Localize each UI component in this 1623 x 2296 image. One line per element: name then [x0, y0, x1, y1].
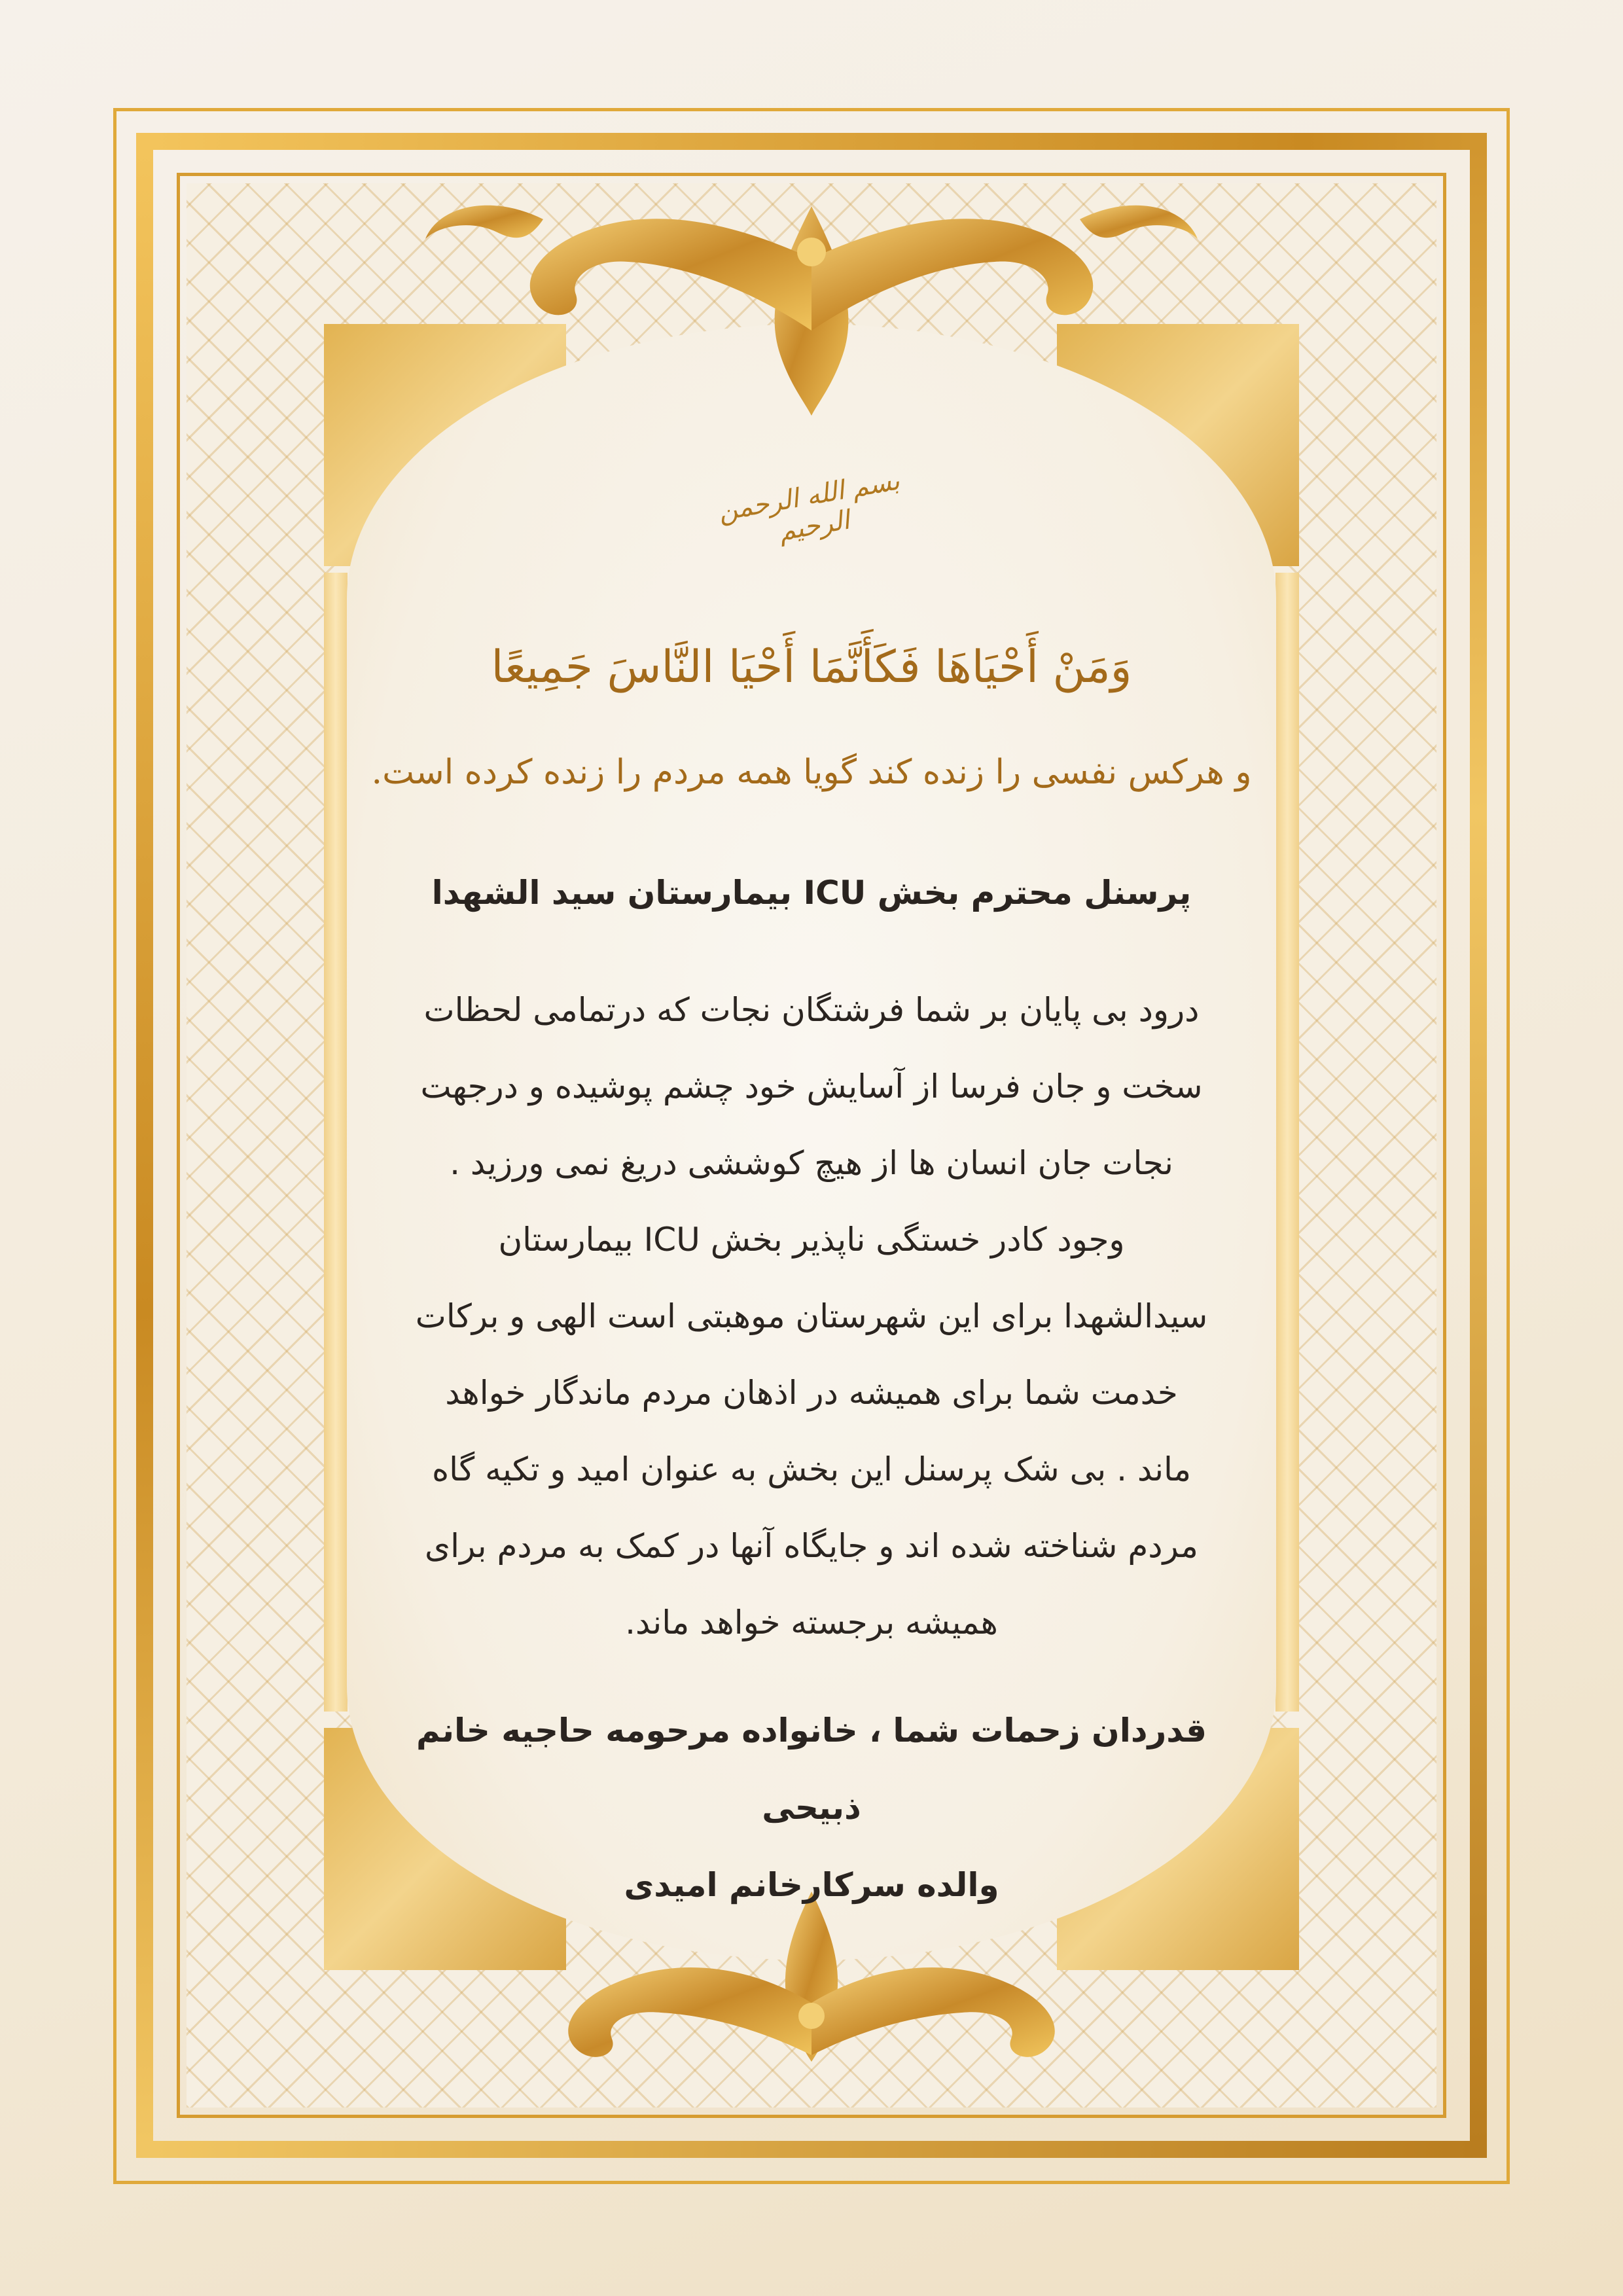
recipient-heading: پرسنل محترم بخش ICU بیمارستان سید الشهدا [431, 874, 1192, 912]
top-ornament-icon [412, 180, 1211, 422]
letter-body [406, 972, 1217, 1661]
basmala-calligraphy: بسم الله الرحمن الرحیم [715, 465, 902, 547]
closing-signature [393, 1692, 1230, 1924]
closing-line: قدردان زحمات شما ، خانواده مرحومه حاجیه خانم ذبیحی [416, 1712, 1207, 1827]
body-line: همیشه برجسته خواهد ماند. [625, 1604, 998, 1641]
side-bar-left [324, 573, 348, 1712]
body-line: درود بی پایان بر شما فرشتگان نجات که درتمامی لحظات [423, 991, 1200, 1029]
quran-verse: وَمَنْ أَحْيَاهَا فَكَأَنَّمَا أَحْيَا النَّاسَ جَمِيعًا [491, 641, 1132, 693]
body-line: مردم شناخته شده اند و جایگاه آنها در کمک به مردم برای [425, 1527, 1198, 1565]
body-line: خدمت شما برای همیشه در اذهان مردم ماندگار خواهد [445, 1374, 1178, 1412]
body-line: سیدالشهدا برای این شهرستان موهبتی است الهی و برکات [415, 1297, 1208, 1335]
body-line: نجات جان انسان ها از هیچ کوششی دریغ نمی ورزید . [450, 1144, 1173, 1182]
body-line: ماند . بی شک پرسنل این بخش به عنوان امید و تکیه گاه [431, 1450, 1192, 1488]
verse-translation: و هرکس نفسی را زنده کند گویا همه مردم را زنده کرده است. [371, 753, 1252, 792]
closing-line: والده سرکارخانم امیدی [624, 1866, 999, 1904]
body-line: وجود کادر خستگی ناپذیر بخش ICU بیمارستان [498, 1221, 1125, 1259]
side-bar-right [1275, 573, 1299, 1712]
body-line: سخت و جان فرسا از آسایش خود چشم پوشیده و درجهت [420, 1067, 1203, 1105]
